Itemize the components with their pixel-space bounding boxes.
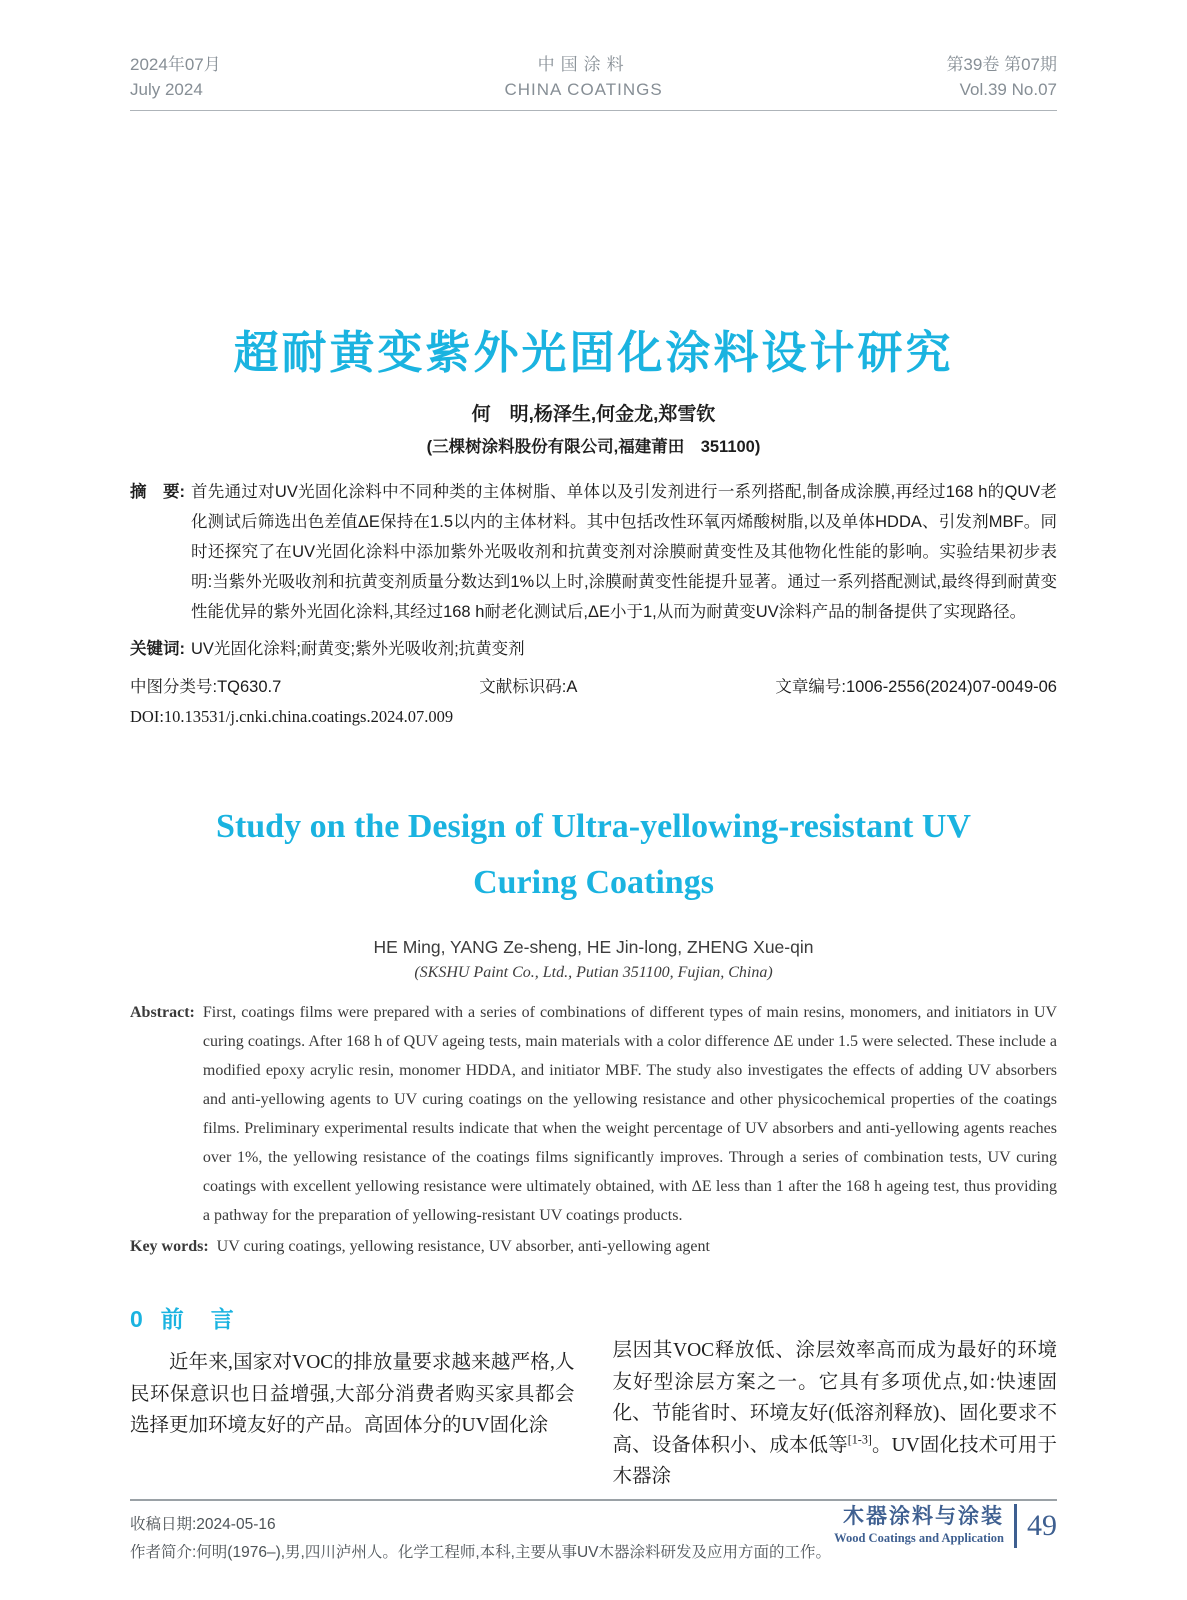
abstract-label-zh: 摘 要: xyxy=(130,483,185,501)
footer-divider xyxy=(1014,1504,1017,1548)
page-number: 49 xyxy=(1027,1509,1057,1542)
section-title: 前 言 xyxy=(160,1306,236,1332)
intro-left-column xyxy=(130,1301,575,1493)
header-journal-name xyxy=(504,52,662,102)
keywords-zh xyxy=(130,635,1057,663)
intro-right-column xyxy=(613,1301,1058,1493)
authors-en: HE Ming, YANG Ze-sheng, HE Jin-long, ZHENG Xue-qin xyxy=(373,937,814,957)
journal-name-en: CHINA COATINGS xyxy=(504,80,663,99)
title-en-line2: Curing Coatings xyxy=(473,864,714,901)
keywords-label-en: Key words: xyxy=(130,1238,209,1255)
authors-zh: 何 明,杨泽生,何金龙,郑雪钦 xyxy=(471,404,716,425)
doi: DOI:10.13531/j.cnki.china.coatings.2024.07.009 xyxy=(130,707,454,726)
introduction-section xyxy=(130,1301,1057,1493)
article-id: 文章编号:1006-2556(2024)07-0049-06 xyxy=(775,678,1057,696)
title-en-line1: Study on the Design of Ultra-yellowing-resistant UV xyxy=(216,808,971,845)
keywords-text-zh: UV光固化涂料;耐黄变;紫外光吸收剂;抗黄变剂 xyxy=(191,640,525,658)
abstract-en xyxy=(130,998,1057,1230)
affiliation-en: (SKSHU Paint Co., Ltd., Putian 351100, Fujian, China) xyxy=(414,964,773,981)
header-issue-date xyxy=(130,52,221,102)
volume-issue-cn: 第39卷 第07期 xyxy=(946,55,1057,74)
section-number: 0 xyxy=(130,1306,143,1332)
volume-issue-en: Vol.39 No.07 xyxy=(959,80,1057,99)
classification-row xyxy=(130,673,1057,697)
keywords-label-zh: 关键词: xyxy=(130,640,185,658)
document-code: 文献标识码:A xyxy=(479,678,578,696)
keywords-en xyxy=(130,1232,1057,1261)
intro-paragraph-left: 近年来,国家对VOC的排放量要求越来越严格,人民环保意识也日益增强,大部分消费者购买家具都会选择更加环境友好的产品。高固体分的UV固化涂 xyxy=(130,1352,575,1436)
keywords-text-en: UV curing coatings, yellowing resistance, UV absorber, anti-yellowing agent xyxy=(216,1238,710,1255)
affiliation-zh: (三棵树涂料股份有限公司,福建莆田 351100) xyxy=(426,438,761,456)
column-footer-mark xyxy=(834,1504,1057,1548)
column-name xyxy=(834,1505,1004,1547)
article-title-zh: 超耐黄变紫外光固化涂料设计研究 xyxy=(233,327,954,378)
abstract-text-zh: 首先通过对UV光固化涂料中不同种类的主体树脂、单体以及引发剂进行一系列搭配,制备成涂膜,再经过168 h的QUV老化测试后筛选出色差值ΔE保持在1.5以内的主体材料。其中包括改性环氧丙烯酸树脂,以及单体HDDA、引发剂MBF。同时还探究了在UV光固化涂料中添加紫外光吸收剂和抗黄变剂对涂膜耐黄变性及其他物化性能的影响。实验结果初步表明:当紫外光吸收剂和抗黄变剂质量分数达到1%以上时,涂膜耐黄变性能提升显著。通过一系列搭配测试,最终得到耐黄变性能优异的紫外光固化涂料,其经过168 h耐老化测试后,ΔE小于1,从而为耐黄变UV涂料产品的制备提供了实现路径。 xyxy=(191,483,1057,621)
journal-name-cn: 中国涂料 xyxy=(537,55,630,74)
column-name-cn: 木器涂料与涂装 xyxy=(843,1505,1004,1528)
column-name-en: Wood Coatings and Application xyxy=(834,1531,1004,1545)
journal-header xyxy=(130,0,1057,111)
received-date: 收稿日期:2024-05-16 xyxy=(130,1515,276,1533)
abstract-text-en: First, coatings films were prepared with a series of combinations of different types of main resins, monomers, and initiators in UV curing coatings. After 168 h of QUV ageing tests, main materials with a color difference ΔE under 1.5 were selected. These include a modified epoxy acrylic resin, monomer HDDA, and initiator MBF. The study also investigates the effects of adding UV absorbers and anti-yellowing agents to UV curing coatings on the yellowing resistance and other physicochemical properties of the coatings films. Preliminary experimental results indicate that when the weight percentage of UV absorbers and anti-yellowing agents reaches over 1%, the yellowing resistance of the coatings films significantly improves. Through a series of combination tests, UV curing coatings with excellent yellowing resistance were ultimately obtained, with ΔE less than 1 after the 168 h ageing test, thus providing a pathway for the preparation of yellowing-resistant UV coatings products. xyxy=(202,1004,1057,1224)
reference-marker: [1-3] xyxy=(847,1432,872,1446)
abstract-zh xyxy=(130,477,1057,627)
abstract-label-en: Abstract: xyxy=(130,1004,195,1021)
header-volume-info xyxy=(946,52,1057,102)
article-title-en xyxy=(130,799,1057,911)
issue-date-cn: 2024年07月 xyxy=(130,55,221,74)
issue-date-en: July 2024 xyxy=(130,80,203,99)
intro-paragraph-right: 层因其VOC释放低、涂层效率高而成为最好的环境友好型涂层方案之一。它具有多项优点,如:快速固化、节能省时、环境友好(低溶剂释放)、固化要求不高、设备体积小、成本低等[1-3]。UV固化技术可用于木器涂 xyxy=(612,1340,1057,1487)
section-heading xyxy=(130,1301,575,1334)
author-bio: 作者简介:何明(1976–),男,四川泸州人。化学工程师,本科,主要从事UV木器涂料研发及应用方面的工作。 xyxy=(130,1543,831,1561)
clc-number: 中图分类号:TQ630.7 xyxy=(130,678,282,696)
